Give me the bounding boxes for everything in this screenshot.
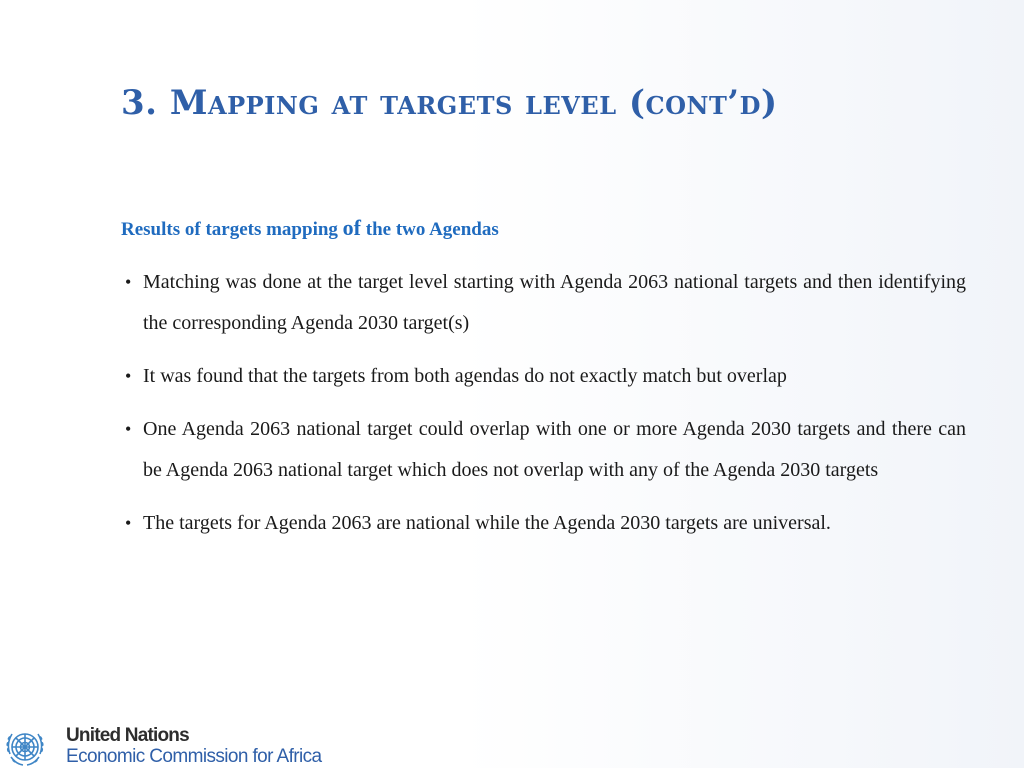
slide-title: 3. Mapping at targets level (cont’d) <box>121 83 778 123</box>
subtitle-part-1: Results of targets mapping <box>121 219 343 240</box>
logo-line-united-nations: United Nations <box>66 725 189 746</box>
slide-subtitle <box>121 214 499 244</box>
bullet-text: The targets for Agenda 2063 are national while the Agenda 2030 targets are universal. <box>143 512 831 534</box>
bullet-text: Matching was done at the target level starting with Agenda 2063 national targets and then identifying the corresponding Agenda 2030 target(s) <box>143 271 966 334</box>
bullet-dot: • <box>125 419 132 439</box>
bullet-dot: • <box>125 272 132 292</box>
logo-line-eca: Economic Commission for Africa <box>66 746 322 767</box>
un-emblem-icon <box>2 724 48 770</box>
bullet-item <box>121 409 966 491</box>
bullet-item <box>121 356 966 397</box>
bullet-item <box>121 262 966 344</box>
bullet-text: It was found that the targets from both agendas do not exactly match but overlap <box>143 365 787 387</box>
bullet-text: One Agenda 2063 national target could overlap with one or more Agenda 2030 targets and there can be Agenda 2063 national target which does not overlap with any of the Agenda 2030 targets <box>143 418 966 481</box>
bullet-list <box>121 262 966 556</box>
subtitle-part-2: of <box>342 215 361 240</box>
bullet-dot: • <box>125 366 132 386</box>
logo-text <box>66 726 321 768</box>
subtitle-part-3: the two Agendas <box>361 219 499 240</box>
bullet-dot: • <box>125 513 132 533</box>
uneca-logo <box>0 718 340 768</box>
bullet-item <box>121 503 966 544</box>
